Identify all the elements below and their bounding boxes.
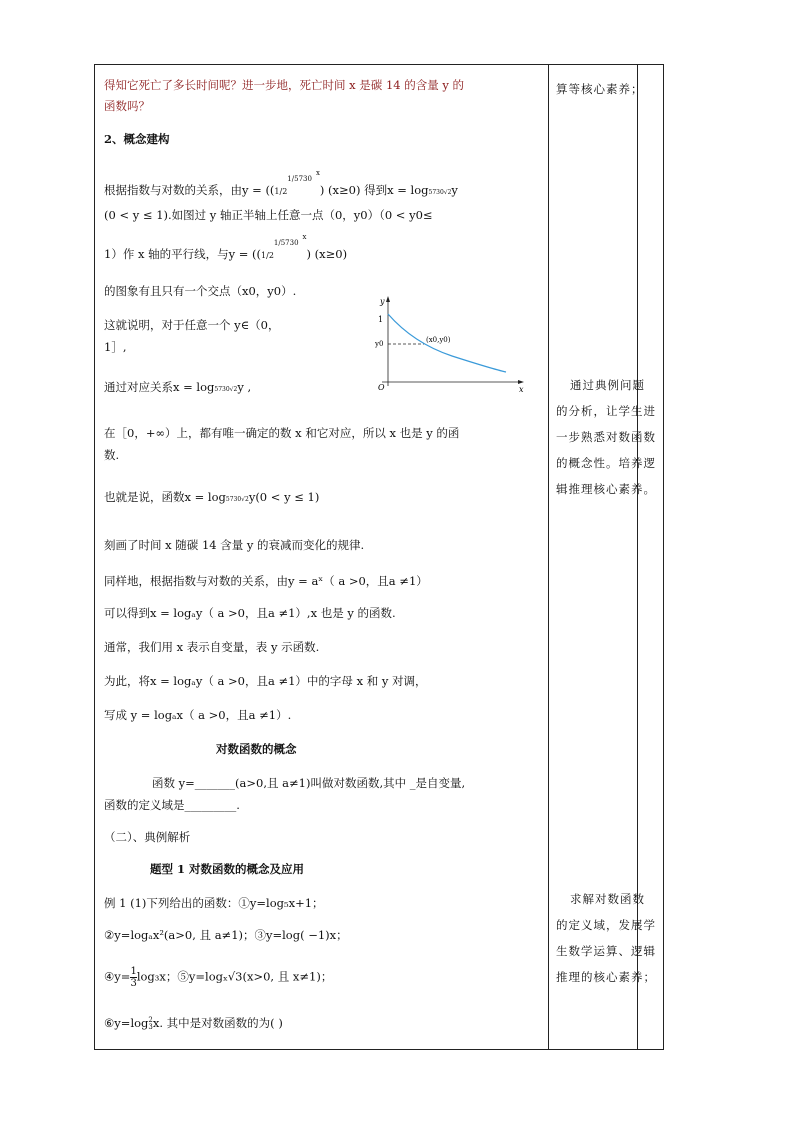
concept-line-2: 函数的定义域是_________. [104,798,240,812]
exponent-x-2: x [302,233,307,241]
paragraph-9: 刻画了时间 x 随碳 14 含量 y 的衰减而变化的规律. [104,538,365,552]
point-label: (x0,y0) [426,336,451,344]
paragraph-7a: 在［0，+∞）上，都有唯一确定的数 x 和它对应，所以 x 也是 y 的函 [104,426,460,440]
tick-1-label: 1 [378,315,384,324]
log-base-2: 5730√2 [214,386,238,393]
p1-end: y [451,182,458,197]
type-1-title: 题型 1 对数函数的概念及应用 [150,862,305,876]
p1-mid: ) (x≥0) 得到x = log [319,182,429,197]
fraction: 1/2 [274,186,288,196]
base-two-thirds: 2 3 [148,1016,153,1031]
paragraph-4: 的图象有且只有一个交点（x0，y0）. [104,284,297,298]
paragraph-6 [104,380,251,397]
one-third: $\frac{1}{3}$ [130,966,137,989]
example-line-3 [104,966,332,989]
log-base-3: 5730√2 [225,496,249,503]
l3-start: ④y= [104,969,131,984]
p3-end: ) (x≥0) [306,246,348,261]
exponent-x: x [315,169,320,177]
y-axis-label: y [380,297,385,306]
exponent: 1/5730 [287,175,312,183]
example-line-2: ②y=logₐx²(a>0, 且 a≠1)；③y=log( −1)x； [104,928,348,942]
x-axis-label: x [519,385,524,394]
paragraph-3 [104,233,348,263]
paragraph-7b: 数. [104,448,120,462]
paragraph-8 [104,490,319,507]
decay-graph [362,294,532,394]
origin-label: O [378,383,385,392]
l4-end: x. 其中是对数函数的为( ) [152,1016,283,1030]
intro-line-2: 函数吗？ [104,99,150,113]
concept-line-1: 函数 y=_______(a>0,且 a≠1)叫做对数函数,其中 _是自变量, [152,776,466,790]
p6-start: 通过对应关系x = log [104,380,215,394]
section-3-title: （二）、典例解析 [104,830,191,844]
paragraph-5a: 这就说明，对于任意一个 y∈（0， [104,318,280,332]
fraction-2: 1/2 [261,250,274,260]
example-line-4 [104,1016,283,1031]
tick-y0-label: y0 [375,340,384,348]
paragraph-13: 为此，将x = logₐy（ a >0，且a ≠1）中的字母 x 和 y 对调， [104,674,427,688]
concept-title: 对数函数的概念 [216,742,297,756]
paragraph-2: (0 < y ≤ 1).如图过 y 轴正半轴上任意一点（0，y0）（0 < y0≤ [104,208,433,222]
paragraph-1 [104,169,458,200]
paragraph-14: 写成 y = logₐx（ a >0，且a ≠1）. [104,708,292,722]
p8-start: 也就是说，函数x = log [104,490,226,504]
paragraph-12: 通常，我们用 x 表示自变量，表 y 示函数. [104,640,320,654]
side-note-2: 通过典例问题的分析，让学生进一步熟悉对数函数的概念性。培养逻辑推理核心素养。 [556,378,656,496]
p1-start: 根据指数与对数的关系，由y = (( [104,182,275,197]
y-axis-arrow [386,296,390,302]
example-line-1: 例 1 (1)下列给出的函数：①y=log₅x+1； [104,896,324,910]
intro-line-1: 得知它死亡了多长时间呢？进一步地，死亡时间 x 是碳 14 的含量 y 的 [104,78,465,92]
log-base: 5730√2 [428,188,452,196]
p6-end: y , [237,380,252,394]
x-axis-arrow [518,380,524,384]
column-divider [548,64,549,1050]
paragraph-5b: 1］, [104,340,127,354]
paragraph-11: 可以得到x = logₐy（ a >0，且a ≠1）,x 也是 y 的函数. [104,606,396,620]
exponent-2: 1/5730 [273,239,299,247]
p3-start: 1）作 x 轴的平行线，与y = (( [104,246,262,261]
p8-end: y(0 < y ≤ 1) [248,490,320,504]
l3-end: log₃x；⑤y=logₓ√3(x>0, 且 x≠1)； [136,969,333,984]
l4-start: ⑥y=log [104,1016,149,1030]
section-title: 2、概念建构 [104,132,170,146]
paragraph-10: 同样地，根据指数与对数的关系，由y = aˣ（ a >0，且a ≠1） [104,574,428,588]
side-note-1: 算等核心素养； [556,82,644,96]
side-note-3: 求解对数函数的定义域，发展学生数学运算、逻辑推理的核心素养； [556,892,656,984]
